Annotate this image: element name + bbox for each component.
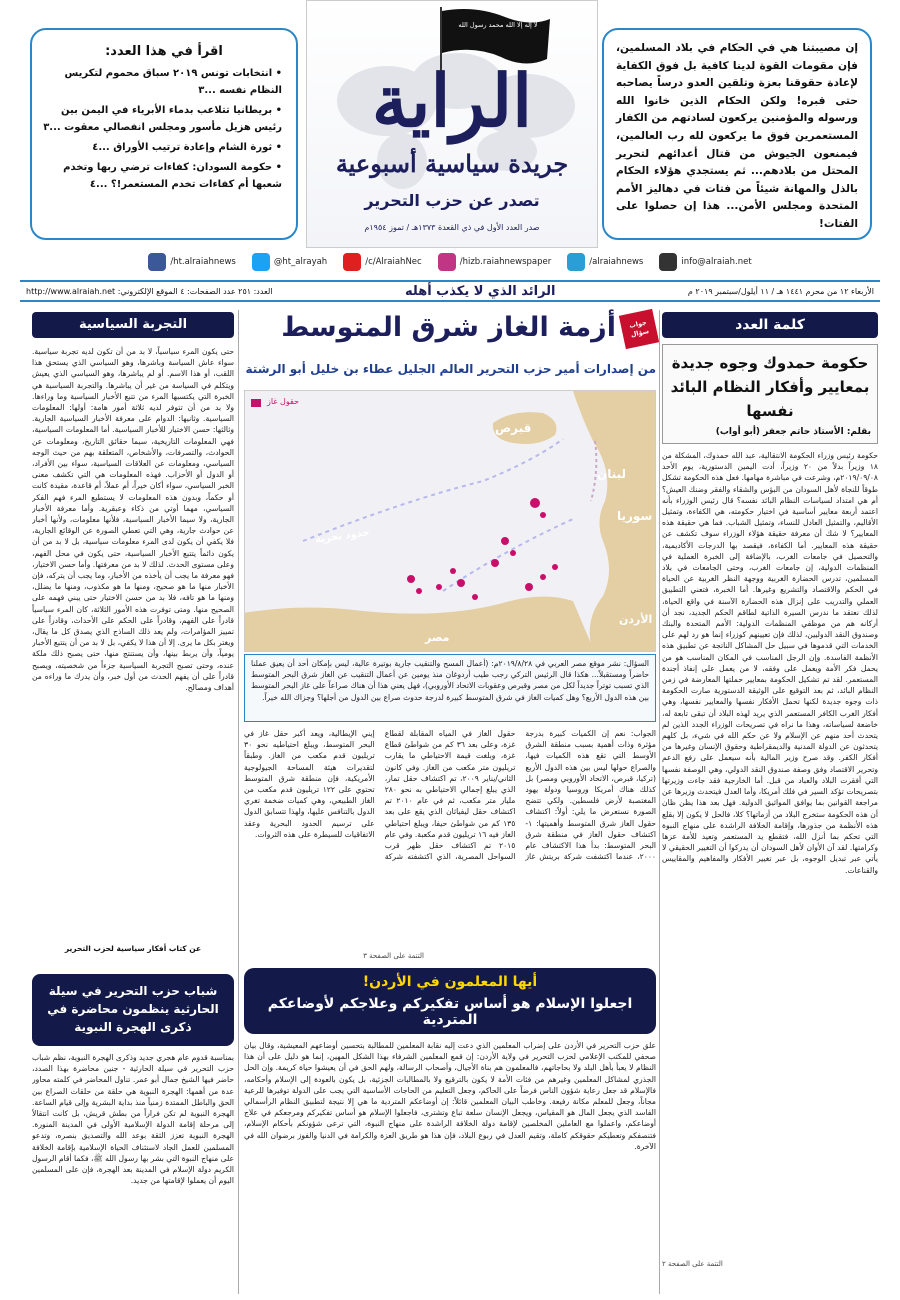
info-bar: [20, 280, 880, 302]
jordan-headline-2: اجعلوا الإسلام هو أساس تفكيركم وعلاجكم لأوضاعكم المتردية: [267, 996, 633, 1028]
social-label: /ht.alraiahnews: [170, 257, 236, 267]
masthead-subtitle: جريدة سياسية أسبوعية: [335, 149, 569, 178]
right-column: [662, 312, 878, 1292]
toc-item-text: ثورة الشام وإعادة ترتيب الأوراق ...٤: [92, 142, 273, 153]
publisher-line: تصدر عن حزب التحرير: [364, 191, 540, 210]
social-label: @ht_alrayah: [273, 257, 328, 267]
toc-item-text: حكومة السودان: كفاءات ترضي ربها وتخدم شعبها أم كفاءات تخدم المستعمر!؟ ...٤: [63, 162, 282, 190]
gas-fields-map: [244, 390, 656, 652]
bullet-icon: •: [272, 142, 282, 153]
main-subheadline: من إصدارات أمير حزب التحرير العالم الجليل عطاء بن خليل أبو الرشتة: [245, 362, 656, 376]
main-article-header: [244, 312, 656, 650]
masthead: [306, 0, 598, 248]
toc-item-text: بريطانيا تتلاعب بدماء الأبرياء في اليمن بين رئيس هزيل مأسور ومجلس انفصالي معقوت ...٣: [43, 105, 282, 133]
instagram-icon: [438, 253, 456, 271]
left-column: [32, 312, 234, 967]
editorial-title-box: [662, 344, 878, 444]
toc-title: اقرأ في هذا العدد:: [105, 44, 223, 59]
social-link[interactable]: [343, 253, 422, 271]
social-bar: [20, 250, 880, 274]
social-link[interactable]: [148, 253, 236, 271]
answer-continued: التتمة على الصفحة ٣: [363, 952, 424, 960]
answer-text: الجواب: نعم إن الكميات كبيرة بدرجة مؤثرة وذات أهمية بسبب منطقة الشرق الأوسط التي تقع هذه الكميات فيها، والصراع حولها ليس بين هذه الدول الأربع (تركيا، قبرص، الاتحاد الأوروبي ومصر) بل كذلك هناك أمريكا وروسيا ودولة يهود المغتصبة لأرض فلسطين. ولكي تتضح الصورة نستعرض ما يلي: أولاً: اكتشاف حقول الغاز شرق المتوسط وأهميتها: ١- اكتشاف حقول الغاز في منطقة شرق البحر المتوسط: بدأ هذا الاكتشاف عام ٢٠٠٠، عندما اكتشفت شركة بريتش غاز حقول الغاز في المياه المقابلة لقطاع غزة، وعلى بعد ٣٦ كم من شواطئ قطاع غزة، وبلغت قيمة الاحتياطي ما يقارب تريليون متر مكعب من الغاز. وفي كانون الثاني/يناير ٢٠٠٩، تم اكتشاف حقل تمار، الذي يبلغ إجمالي الاحتياطي به نحو ٢٨٠ مليار متر مكعب، ثم في عام ٢٠١٠ تم اكتشاف حقل ليفياثان الذي يقع على بعد ١٣٥ كم من شواطئ حيفا، ويبلغ احتياطي الغاز فيه ١٦ تريليون قدم مكعبة. وفي عام ٢٠١٥ تم اكتشاف حقل ظهر قرب السواحل المصرية، الذي اكتشفته شركة إيني الإيطالية، ويعد أكبر حقل غاز في البحر المتوسط، ويبلغ احتياطيه نحو ٣٠ تريليون قدم مكعب من الغاز. وطبقاً لتقديرات هيئة المساحة الجيولوجية الأمريكية، فإن منطقة شرق المتوسط تحتوي على ١٢٢ تريليون قدم مكعب من الغاز الطبيعي، وهي كميات ضخمة تغري الدول بالتنافس عليها، ولهذا تتسابق الدول على ترسيم الحدود البحرية وعقد الاتفاقيات للسيطرة على هذه الثروات.: [244, 729, 656, 862]
toc-box: [30, 28, 298, 240]
jordan-headline-1: أيها المعلمون في الأردن!: [362, 974, 538, 990]
question-box: السؤال: نشر موقع مصر العربي في ٢٠١٩/٨/٢٨م: (أعمال المسح والتنقيب جارية بوتيرة عالية، ليس بإمكان أحد أن يعيق عملنا حاضراً ومستقبلاً... هكذا قال الرئيس التركي رجب طيب أردوغان منذ يومين عن أعمال التنقيب عن الغاز شرق البحر المتوسط الذي تسبب توتراً جديداً لكل من مصر وقبرص وعقوبات الاتحاد الأوروبي)، فهل يعني هذا أن هناك صراعاً على غاز البحر المتوسط بين هذه الدول الأربع؟ وهل كميات الغاز في شرق المتوسط كبيرة لدرجة حدوث صراع بين الدول من أجلها؟ وجزاك الله خيراً.: [244, 654, 656, 722]
social-link[interactable]: [567, 253, 643, 271]
jordan-headline-box: [244, 968, 656, 1034]
toc-item: [42, 139, 282, 156]
column-divider-right: [659, 310, 660, 1294]
social-label: info@alraiah.net: [681, 257, 752, 267]
map-graphic: [244, 391, 655, 652]
section-label-political: التجربة السياسية: [32, 312, 234, 338]
editorial-byline: بقلم: الأستاذ حاتم جعفر (أبو أواب): [715, 427, 871, 437]
left-box2-headline: [32, 974, 234, 1046]
social-label: /c/AlraiahNec: [365, 257, 422, 267]
political-body: حتى يكون المرء سياسياً، لا بد من أن تكون لديه تجربة سياسية. سواء عاش السياسة وباشرها، وهو السياسي الذي يستحق هذا اللقب، أو هذا الاسم. أو لم يباشرها، وهو السياسي الذي يعيش ويتكلم في السياسة من غير أن يباشرها. والتجربة السياسية هي الخبرة التي يكتسبها المرء من تتبع الأخبار السياسية وما وراءها. ولا بد من أن تتوفر لديه ثلاثة أمور هامة: أولها: المعلومات السياسية. وثانيها: الدوام على معرفة الأخبار السياسية الجارية. وثالثها: حسن الاختيار للأخبار السياسية. أما المعلومات السياسية، فهي المعلومات التاريخية، سيما حقائق التاريخ، ومعلومات عن الحوادث، والتصرفات، والأشخاص، المتعلقة بهم من حيث الوجه السياسي، ومعلومات عن العلاقات السياسية، سواء بين الأفراد، أو الدول أو الأحزاب. فهذه المعلومات هي التي تكشف معنى الخبر السياسي، سواء أكان خيراً، أم عملاً، أم قاعدة، مقيدة كانت أو حكماً، وبدون هذه المعلومات لا يستطيع المرء فهم الفكر السياسي، مهما أوتي من ذكاء وعبقرية. وأما معرفة الأخبار الجارية، ولا سيما الأخبار السياسية، فلأنها معلومات، ولأنها أخبار عن حوادث جارية، وهي التي تعطي الصورة عن الوقائع الجارية، فلا يكفي أن يكون لدى المرء معلومات سياسية، بل لا بد من أن يكون دائماً يتتبع الأخبار السياسية، حتى يكون في محل الفهم، وعلى مستوى الحدث. لذلك لا بد من معرفتها. وأما حسن الاختيار، فهو معرفة ما يجب أن يأخذه من الأخبار، وما يجب أن يتركه، فإن الأخبار منها ما هو صحيح، ومنها ما هو مكذوب، ومنها ما يضلل، ومنها ما هو تافه، فلا بد من حسن الاختيار حتى يبني فهمه على الصحيح منها. ومتى توفرت هذه الأمور الثلاثة، كان المرء سياسياً قادراً على الفهم، وقادراً على الحكم على الأحداث، وقادراً على تمييز المؤامرات، ولم يعد ذلك الساذج الذي يصدق كل ما يقال، ويغتر بكل ما يرى. إلا أن هذا لا يكفي، بل لا بد من أن يتتبع الأخبار يومياً، وأن يربط بينها، وأن يستنتج منها، حتى يصبح ذلك ملكة عنده، وحتى تصبح التجربة السياسية جزءاً من شخصيته، ويصبح قادراً على أن يفهم الحدث من أول خبر، وأن يدرك ما وراءه من أهداف ومصالح.: [32, 347, 234, 693]
column-divider-left: [238, 310, 239, 1294]
toc-item: [42, 159, 282, 193]
telegram-icon: [567, 253, 585, 271]
editorial-headline: حكومة حمدوك وجوه جديدة بمعايير وأفكار النظام البائد نفسها: [670, 354, 870, 420]
slogan: الرائد الذي لا يكذب أهله: [405, 283, 556, 299]
quote-text: إن مصيبتنا هي في الحكام في بلاد المسلمين، فإن مقومات القوة لدينا كافية بل فوق الكفاية لإعادة حقوقنا بعزة وتلقين العدو درساً يصاحبه حتى قبره! ولكن الحكام الذين خانوا الله ورسوله والمؤمنين يركعون لسادتهم من الكفار المستعمرين فوق ما يركعون لله رب العالمين، فيمنعون الجيوش من قتال أعدائهم لتحرير المحتل من بلادهم... ثم يستجدي هؤلاء الحكام بالذل والمهانة شيئاً من فتات في دهاليز الأمم المتحدة ومجلس الأمن... هذا إن حصلوا على الفتات!: [616, 42, 858, 230]
facebook-icon: [148, 253, 166, 271]
map-legend: حقول غاز: [267, 397, 299, 406]
toc-item-text: انتخابات تونس ٢٠١٩ سباق محموم لتكريس النظام نفسه ...٣: [64, 68, 282, 96]
map-label-egypt: مصر: [425, 631, 450, 644]
toc-item: [42, 102, 282, 136]
social-label: /hizb.raiahnewspaper: [459, 257, 552, 267]
flag-text: لا إله إلا الله محمد رسول الله: [458, 21, 538, 29]
map-label-sea-borders: حدود بحرية: [314, 527, 371, 546]
social-link[interactable]: [659, 253, 751, 271]
section-label-editorial: كلمة العدد: [662, 312, 878, 338]
map-label-lebanon: لبنان: [597, 467, 627, 481]
main-headline: أزمة الغاز شرق المتوسط: [281, 312, 616, 343]
bullet-icon: •: [272, 68, 282, 79]
map-label-jordan: الأردن: [619, 613, 653, 626]
first-issue-line: صدر العدد الأول في ذي القعدة ١٣٧٣هـ / تموز ١٩٥٤م: [364, 223, 540, 232]
toc-item: [42, 65, 282, 99]
map-label-cyprus: قبرص: [495, 421, 532, 435]
social-link[interactable]: [438, 253, 552, 271]
toc-list: [32, 59, 296, 193]
editorial-continued: التتمة على الصفحة ٢: [662, 1260, 723, 1268]
bullet-icon: •: [272, 162, 282, 173]
box2-title: شباب حزب التحرير في سيلة الحارثية ينظمون محاضرة في ذكرى الهجرة النبوية: [47, 984, 219, 1034]
article-badge: جواب سؤال: [619, 309, 659, 349]
political-source: عن كتاب أفكار سياسية لحزب التحرير: [64, 944, 202, 953]
youtube-icon: [343, 253, 361, 271]
issue-date: الأربعاء ١٢ من محرم ١٤٤١ هـ / ١١ أيلول/سبتمبر ٢٠١٩ م: [687, 286, 874, 296]
box2-body: بمناسبة قدوم عام هجري جديد وذكرى الهجرة النبوية، نظم شباب حزب التحرير في سيلة الحارثية - جنين محاضرة بهذا الصدد، حاضر فيها الشيخ جمال أبو عمر. تناول المحاضر في كلمته محاور عدة من أهمها: الهجرة النبوية هي حلقة من حلقات الصراع بين الحق والباطل الممتدة زمنياً منذ بداية البشرية وإلى قيام الساعة. الهجرة النبوية لم تكن فراراً من بطش قريش، بل كانت انتقالاً إلى مرحلة إقامة الدولة الإسلامية الأولى في المدينة المنورة. الهجرة النبوية تعزز الثقة بوعد الله والتصديق بنصره، وتدعو المسلمين للعمل الجاد لاستئناف الحياة الإسلامية بإقامة الخلافة على منهاج النبوة التي بشر بها رسول الله ﷺ، فكما أقام الرسول الكريم دولة الإسلام في المدينة بعد الهجرة، فإن على المسلمين اليوم أن يعملوا لإقامتها من جديد.: [32, 1053, 234, 1186]
map-label-syria: سوريا: [617, 509, 653, 523]
editorial-body: حكومة رئيس وزراء الحكومة الانتقالية، عبد الله حمدوك، المشكلة من ١٨ وزيراً بدلاً من ٢٠ وزيراً، أدت اليمين الدستورية، يوم الأحد ٢٠١٩/٠٩/٠٨م، وشرعت في مباشرة مهامها. فعل هذه الحكومة تشكل طوقاً للنجاة لأهل السودان من البؤس والشقاء والفقر وضنك العيش؟ أم هي امتداد لسياسات النظام البائد نفسه؟ قال رئيس الوزراء بأنه اعتمد أربعة معايير أساسية في اختيار حكومته، هي الكفاءة، وتمثيل الأقاليم، والتمثيل العادل للنساء، وتمثيل الشباب. فما هي حقيقة هذه المعايير؟ لا شك أن معرفة حقيقة هؤلاء الوزراء سوف تكشف عن حقيقة هذه المعايير. أما الكفاءة، فيقصد بها الدرجات الأكاديمية، والتحصيل في جامعات الغرب، بالإضافة إلى الخبرة العملية في المنظمات الدولية، إن جامعات الغرب، وحتى الجامعات في بلاد المسلمين، تدرس الحضارة الغربية ووجهة النظر الغربية عن الحياة في الحكم والاقتصاد والتشريع وغيرها. أما الخبرة، فتعني التطبيق العملي والتدريب على إنزال هذه الحضارة الآسنة في واقع الحياة، لذلك نعتقد ما ندرس السيرة الذاتية لطاقم الحكم الجديد، نجد أن أركانه هم من موظفي المنظمات الدولية: الأمم المتحدة والبنك وصندوق النقد الدوليين، لذلك فإن تعيينهم كوزراء إنما هو رد لهم على الخدمات التي قدموها في سبيل حل المشاكل الناتجة عن تطبيق هذه الأنظمة الفاسدة. وإن الرجل المناسب في المكان المناسب هو من يحمل فكر الأمة ويعمل على وفقه، لا من يعمل على إنفاذ أجندة المستعمر. لقد تم تشكيل الحكومة بمعايير حملتها المعارضة في زمن النظام البائد، ثم بعد التوقيع على الوثيقة الدستورية صارت الحكومة ذات وجوه جديدة لكنها تحمل الأفكار نفسها والمعايير نفسها، وهي أفكار الغرب الكافر المستعمر الذي يريد لهذه البلاد أن تبقى تابعة له، خاضعة لسياساته، وهذا ما نراه في تصريحات الوزراء الجدد الذين لم يتحدث أحد منهم عن الإسلام ولا عن حكم الله في شيء، بل كلهم يتحدثون عن الدولة المدنية والديمقراطية وحقوق الإنسان وغيرها من أفكار الكفر. وقد صرح وزير المالية بأنه سيعمل على رفع الدعم وتحرير الاقتصاد وفق وصفة صندوق النقد الدولي، وهي الوصفة نفسها التي أفقرت البلاد والعباد من قبل. أما الخارجية فقد جاءت وزيرتها بتصريحات تؤكد السير في فلك أمريكا، وأما العدل فيتحدث وزيرها عن مراجعة القوانين بما يوافق المواثيق الدولية. فهل بعد هذا يظن ظان أن هذه الحكومة ستخرج البلاد من أزماتها؟ كلا، فالحل لا يكون إلا بقلع هذه الأنظمة من جذورها، وإقامة الخلافة الراشدة على منهاج النبوة التي تحكم بما أنزل الله، فتقطع يد المستعمر وتعيد للأمة عزها وكرامتها. لقد آن الأوان لأهل السودان أن يدركوا أن التغيير الحقيقي لا يأتي عبر تبديل الوجوه، بل عبر تغيير الأفكار والمفاهيم والمقاييس والقناعات.: [662, 451, 878, 875]
masthead-title: الراية: [371, 58, 533, 143]
twitter-icon: [252, 253, 270, 271]
social-link[interactable]: [252, 253, 327, 271]
bullet-icon: •: [272, 105, 282, 116]
issue-info: العدد: ٢٥١ عدد الصفحات: ٤ الموقع الإلكتروني: http://www.alraiah.net: [26, 286, 273, 296]
mail-icon: [659, 253, 677, 271]
quote-box: [602, 28, 872, 240]
social-label: /alraiahnews: [589, 257, 644, 267]
jordan-body: علق حزب التحرير في الأردن على إضراب المعلمين الذي دعت إليه نقابة المعلمين للمطالبة بتحسين أوضاعهم المعيشية، وقال بيان صحفي للمكتب الإعلامي لحزب التحرير في ولاية الأردن: إن قمع المعلمين الشرفاء بهذا الشكل المهين، إنما هو دليل على أن هذا النظام لا يعبأ بأهل البلد ولا بحاجاتهم، فالمعلمون هم بناة الأجيال، وأصحاب الرسالة، ولهم الحق في أن يعيشوا حياة كريمة. وإن الحل الجذري لمشاكل المعلمين وغيرهم من فئات الأمة لا يكون بالترقيع ولا بالمطالبات الجزئية، بل يكون بالعودة إلى الإسلام وأحكامه، فالإسلام قد جعل رعاية شؤون الناس فرضاً على الحاكم، وجعل التعليم من الحاجات الأساسية التي يجب على الدولة توفيرها للرعية مجاناً، وجعل للمعلم مكانة رفيعة. وخاطب البيان المعلمين قائلاً: إن أوضاعكم المتردية ما هي إلا نتيجة لتطبيق النظام الرأسمالي الفاسد الذي يجعل المال هو المقياس، ويجعل الإنسان سلعة تباع وتشترى، فاجعلوا الإسلام هو أساس تفكيركم ومرجعكم في علاج أوضاعكم، واعملوا مع العاملين المخلصين لإقامة دولة الخلافة الراشدة على منهاج النبوة، التي ترعى شؤونكم بأحكام الإسلام، فتنصفكم وتعطيكم حقوقكم كاملة، وتقيم العدل في ربوع البلاد، فإن هذا هو طريق العزة والكرامة في الدنيا والفوز برضوان الله في الآخرة.: [244, 1041, 656, 1151]
